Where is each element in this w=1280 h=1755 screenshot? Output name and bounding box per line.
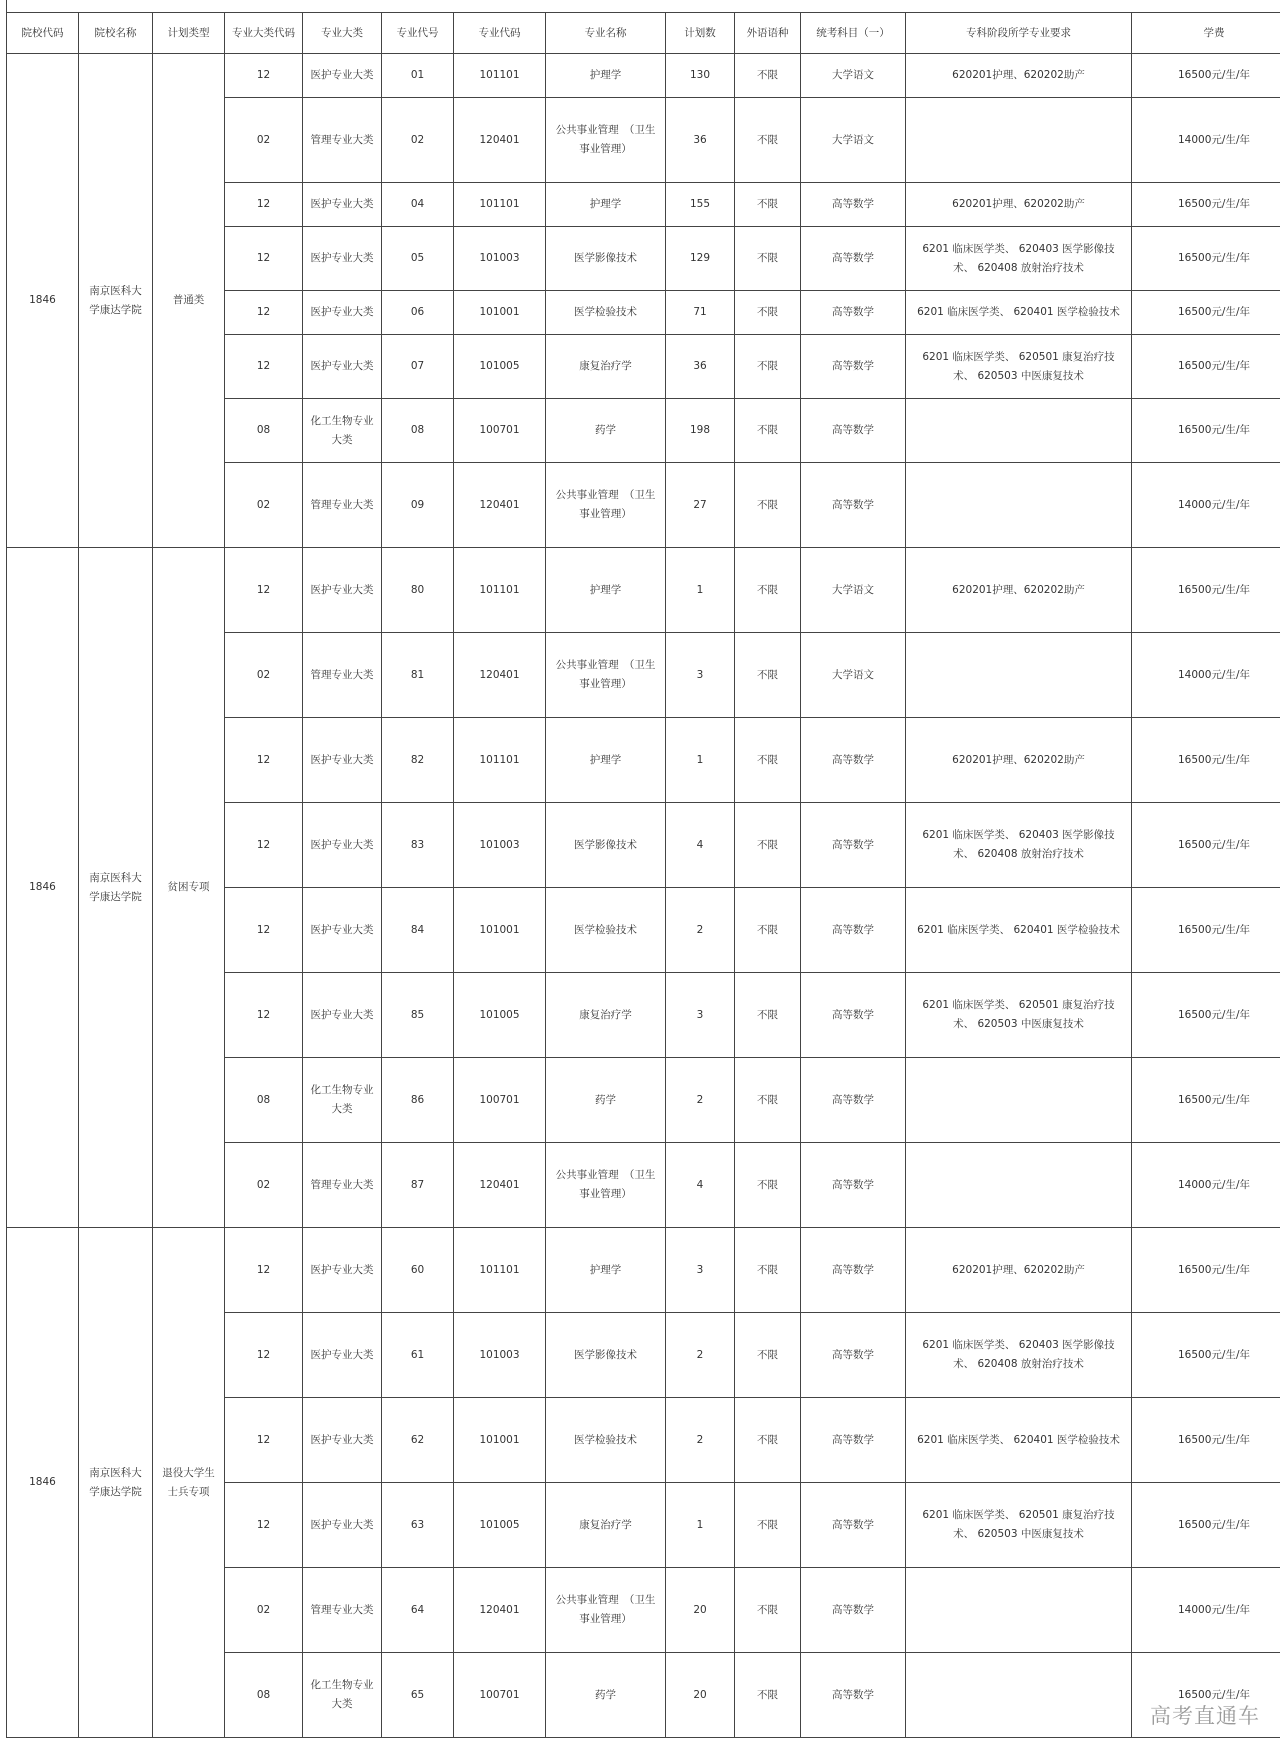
row-category-code: 08 (225, 399, 303, 463)
row-prereq-major: 6201 临床医学类、 620501 康复治疗技术、 620503 中医康复技术 (906, 335, 1132, 399)
top-edge-fragment (6, 0, 97, 12)
row-major-name: 公共事业管理 （卫生事业管理） (546, 98, 666, 183)
row-tuition: 16500元/生/年 (1132, 888, 1280, 973)
enrollment-plan-sheet (6, 12, 1276, 1738)
row-major-number: 09 (382, 463, 454, 548)
row-category-code: 12 (225, 548, 303, 633)
row-major-number: 87 (382, 1143, 454, 1228)
row-plan-count: 36 (666, 98, 735, 183)
row-exam-subject: 大学语文 (801, 548, 906, 633)
row-major-code: 100701 (454, 399, 546, 463)
row-category: 医护专业大类 (303, 973, 382, 1058)
row-category: 管理专业大类 (303, 1143, 382, 1228)
row-category: 医护专业大类 (303, 1228, 382, 1313)
row-category-code: 02 (225, 633, 303, 718)
row-major-code: 100701 (454, 1058, 546, 1143)
row-prereq-major: 6201 临床医学类、 620403 医学影像技术、 620408 放射治疗技术 (906, 227, 1132, 291)
row-major-code: 101101 (454, 54, 546, 98)
row-prereq-major (906, 1143, 1132, 1228)
row-category: 医护专业大类 (303, 54, 382, 98)
row-major-code: 101101 (454, 548, 546, 633)
row-plan-count: 2 (666, 1313, 735, 1398)
row-category-code: 12 (225, 335, 303, 399)
row-category: 医护专业大类 (303, 888, 382, 973)
row-major-number: 61 (382, 1313, 454, 1398)
row-tuition: 16500元/生/年 (1132, 399, 1280, 463)
row-tuition: 16500元/生/年 (1132, 718, 1280, 803)
row-prereq-major: 620201护理、620202助产 (906, 718, 1132, 803)
row-prereq-major: 620201护理、620202助产 (906, 183, 1132, 227)
row-major-number: 86 (382, 1058, 454, 1143)
row-major-name: 公共事业管理 （卫生事业管理） (546, 1568, 666, 1653)
header-prereq-major: 专科阶段所学专业要求 (906, 13, 1132, 54)
row-category-code: 12 (225, 803, 303, 888)
row-major-name: 医学检验技术 (546, 888, 666, 973)
row-major-code: 120401 (454, 633, 546, 718)
row-major-code: 101001 (454, 291, 546, 335)
row-category: 化工生物专业大类 (303, 399, 382, 463)
row-major-code: 101005 (454, 973, 546, 1058)
row-category: 管理专业大类 (303, 463, 382, 548)
row-major-number: 65 (382, 1653, 454, 1738)
row-major-code: 100701 (454, 1653, 546, 1738)
row-category-code: 08 (225, 1653, 303, 1738)
row-major-name: 医学影像技术 (546, 803, 666, 888)
row-prereq-major (906, 1653, 1132, 1738)
row-category: 医护专业大类 (303, 548, 382, 633)
row-plan-count: 3 (666, 633, 735, 718)
row-category: 化工生物专业大类 (303, 1653, 382, 1738)
row-category: 医护专业大类 (303, 227, 382, 291)
row-prereq-major: 6201 临床医学类、 620401 医学检验技术 (906, 291, 1132, 335)
row-exam-subject: 高等数学 (801, 803, 906, 888)
row-language: 不限 (735, 227, 801, 291)
row-exam-subject: 高等数学 (801, 183, 906, 227)
row-tuition: 16500元/生/年 (1132, 183, 1280, 227)
row-category-code: 12 (225, 183, 303, 227)
table-row (7, 1228, 1280, 1313)
row-category: 医护专业大类 (303, 183, 382, 227)
table-row (7, 54, 1280, 98)
row-exam-subject: 高等数学 (801, 1058, 906, 1143)
row-plan-count: 1 (666, 718, 735, 803)
row-prereq-major: 6201 临床医学类、 620501 康复治疗技术、 620503 中医康复技术 (906, 1483, 1132, 1568)
row-category: 医护专业大类 (303, 718, 382, 803)
group-school-name: 南京医科大学康达学院 (79, 1228, 153, 1738)
row-plan-count: 20 (666, 1653, 735, 1738)
row-tuition: 14000元/生/年 (1132, 98, 1280, 183)
row-category: 医护专业大类 (303, 1398, 382, 1483)
row-language: 不限 (735, 1313, 801, 1398)
row-major-code: 120401 (454, 463, 546, 548)
row-prereq-major (906, 98, 1132, 183)
row-plan-count: 20 (666, 1568, 735, 1653)
row-tuition: 14000元/生/年 (1132, 1568, 1280, 1653)
group-school-name: 南京医科大学康达学院 (79, 54, 153, 548)
row-major-name: 康复治疗学 (546, 335, 666, 399)
row-language: 不限 (735, 335, 801, 399)
row-plan-count: 36 (666, 335, 735, 399)
header-major-name: 专业名称 (546, 13, 666, 54)
row-exam-subject: 高等数学 (801, 399, 906, 463)
group-school-code: 1846 (7, 54, 79, 548)
header-plan-type: 计划类型 (153, 13, 225, 54)
row-major-code: 101005 (454, 1483, 546, 1568)
row-language: 不限 (735, 973, 801, 1058)
row-prereq-major (906, 1568, 1132, 1653)
row-prereq-major: 620201护理、620202助产 (906, 548, 1132, 633)
row-exam-subject: 高等数学 (801, 1568, 906, 1653)
group-school-code: 1846 (7, 1228, 79, 1738)
row-major-name: 药学 (546, 1058, 666, 1143)
header-exam-subject: 统考科目（一） (801, 13, 906, 54)
row-major-code: 101003 (454, 1313, 546, 1398)
row-category-code: 02 (225, 1143, 303, 1228)
row-category-code: 12 (225, 1228, 303, 1313)
row-major-name: 护理学 (546, 718, 666, 803)
row-plan-count: 1 (666, 1483, 735, 1568)
row-major-name: 公共事业管理 （卫生事业管理） (546, 633, 666, 718)
row-major-name: 医学检验技术 (546, 1398, 666, 1483)
row-major-code: 120401 (454, 1568, 546, 1653)
row-category-code: 12 (225, 1313, 303, 1398)
header-major-code: 专业代码 (454, 13, 546, 54)
row-category: 医护专业大类 (303, 335, 382, 399)
row-major-number: 62 (382, 1398, 454, 1483)
row-plan-count: 130 (666, 54, 735, 98)
row-major-code: 120401 (454, 1143, 546, 1228)
row-exam-subject: 高等数学 (801, 718, 906, 803)
row-major-number: 63 (382, 1483, 454, 1568)
row-category-code: 12 (225, 1483, 303, 1568)
row-category-code: 02 (225, 463, 303, 548)
row-category: 医护专业大类 (303, 1313, 382, 1398)
row-major-number: 02 (382, 98, 454, 183)
group-school-name: 南京医科大学康达学院 (79, 548, 153, 1228)
row-category: 医护专业大类 (303, 291, 382, 335)
table-header-row (7, 13, 1280, 54)
row-prereq-major (906, 633, 1132, 718)
row-major-name: 医学检验技术 (546, 291, 666, 335)
row-major-code: 101101 (454, 183, 546, 227)
row-language: 不限 (735, 1483, 801, 1568)
row-exam-subject: 高等数学 (801, 1483, 906, 1568)
header-school-name: 院校名称 (79, 13, 153, 54)
row-language: 不限 (735, 1228, 801, 1313)
table-row (7, 548, 1280, 633)
header-language: 外语语种 (735, 13, 801, 54)
row-exam-subject: 高等数学 (801, 227, 906, 291)
row-major-name: 公共事业管理 （卫生事业管理） (546, 1143, 666, 1228)
row-major-number: 01 (382, 54, 454, 98)
row-plan-count: 3 (666, 973, 735, 1058)
row-tuition: 16500元/生/年 (1132, 1398, 1280, 1483)
row-prereq-major (906, 1058, 1132, 1143)
row-language: 不限 (735, 183, 801, 227)
row-tuition: 16500元/生/年 (1132, 1313, 1280, 1398)
row-major-name: 药学 (546, 1653, 666, 1738)
row-category-code: 12 (225, 1398, 303, 1483)
row-language: 不限 (735, 1143, 801, 1228)
row-major-number: 83 (382, 803, 454, 888)
row-language: 不限 (735, 718, 801, 803)
row-exam-subject: 高等数学 (801, 973, 906, 1058)
row-exam-subject: 高等数学 (801, 888, 906, 973)
row-language: 不限 (735, 803, 801, 888)
row-category-code: 12 (225, 973, 303, 1058)
row-major-number: 05 (382, 227, 454, 291)
row-exam-subject: 高等数学 (801, 291, 906, 335)
row-plan-count: 2 (666, 888, 735, 973)
row-category: 化工生物专业大类 (303, 1058, 382, 1143)
row-major-name: 护理学 (546, 183, 666, 227)
row-plan-count: 27 (666, 463, 735, 548)
row-major-number: 82 (382, 718, 454, 803)
row-exam-subject: 高等数学 (801, 1143, 906, 1228)
watermark-text: 高考直通车 (1150, 1704, 1260, 1728)
row-major-name: 康复治疗学 (546, 973, 666, 1058)
enrollment-plan-table (6, 12, 1280, 1738)
row-tuition: 16500元/生/年 (1132, 291, 1280, 335)
row-category-code: 12 (225, 718, 303, 803)
row-language: 不限 (735, 54, 801, 98)
row-plan-count: 1 (666, 548, 735, 633)
row-exam-subject: 高等数学 (801, 1228, 906, 1313)
row-tuition: 16500元/生/年 (1132, 335, 1280, 399)
row-category: 管理专业大类 (303, 1568, 382, 1653)
row-tuition: 16500元/生/年 (1132, 1653, 1280, 1738)
row-plan-count: 3 (666, 1228, 735, 1313)
row-language: 不限 (735, 888, 801, 973)
row-language: 不限 (735, 1058, 801, 1143)
row-major-name: 护理学 (546, 54, 666, 98)
row-prereq-major (906, 463, 1132, 548)
row-major-code: 101101 (454, 718, 546, 803)
row-major-number: 80 (382, 548, 454, 633)
row-category: 管理专业大类 (303, 633, 382, 718)
row-language: 不限 (735, 1653, 801, 1738)
row-tuition: 16500元/生/年 (1132, 973, 1280, 1058)
row-tuition: 16500元/生/年 (1132, 1058, 1280, 1143)
row-language: 不限 (735, 1398, 801, 1483)
row-language: 不限 (735, 98, 801, 183)
row-major-code: 101101 (454, 1228, 546, 1313)
row-category-code: 12 (225, 888, 303, 973)
row-major-code: 101003 (454, 803, 546, 888)
row-tuition: 16500元/生/年 (1132, 54, 1280, 98)
row-major-code: 101001 (454, 1398, 546, 1483)
row-exam-subject: 大学语文 (801, 633, 906, 718)
row-plan-count: 2 (666, 1058, 735, 1143)
row-tuition: 14000元/生/年 (1132, 463, 1280, 548)
row-prereq-major: 6201 临床医学类、 620401 医学检验技术 (906, 1398, 1132, 1483)
row-plan-count: 4 (666, 1143, 735, 1228)
row-prereq-major: 620201护理、620202助产 (906, 54, 1132, 98)
group-school-code: 1846 (7, 548, 79, 1228)
header-category: 专业大类 (303, 13, 382, 54)
row-exam-subject: 高等数学 (801, 1398, 906, 1483)
row-language: 不限 (735, 291, 801, 335)
row-language: 不限 (735, 1568, 801, 1653)
row-exam-subject: 高等数学 (801, 463, 906, 548)
row-exam-subject: 高等数学 (801, 1313, 906, 1398)
row-tuition: 16500元/生/年 (1132, 803, 1280, 888)
row-prereq-major: 6201 临床医学类、 620403 医学影像技术、 620408 放射治疗技术 (906, 1313, 1132, 1398)
row-prereq-major (906, 399, 1132, 463)
row-plan-count: 4 (666, 803, 735, 888)
row-plan-count: 129 (666, 227, 735, 291)
row-exam-subject: 高等数学 (801, 1653, 906, 1738)
row-major-number: 60 (382, 1228, 454, 1313)
row-plan-count: 198 (666, 399, 735, 463)
header-school-code: 院校代码 (7, 13, 79, 54)
row-category-code: 08 (225, 1058, 303, 1143)
row-prereq-major: 620201护理、620202助产 (906, 1228, 1132, 1313)
row-major-code: 101001 (454, 888, 546, 973)
row-prereq-major: 6201 临床医学类、 620401 医学检验技术 (906, 888, 1132, 973)
header-category-code: 专业大类代码 (225, 13, 303, 54)
row-major-name: 护理学 (546, 548, 666, 633)
row-major-code: 101003 (454, 227, 546, 291)
row-major-number: 04 (382, 183, 454, 227)
row-major-number: 85 (382, 973, 454, 1058)
row-major-number: 08 (382, 399, 454, 463)
header-plan-count: 计划数 (666, 13, 735, 54)
row-language: 不限 (735, 463, 801, 548)
row-exam-subject: 大学语文 (801, 54, 906, 98)
row-tuition: 16500元/生/年 (1132, 548, 1280, 633)
group-plan-type: 退役大学生士兵专项 (153, 1228, 225, 1738)
row-category-code: 12 (225, 227, 303, 291)
row-major-name: 公共事业管理 （卫生事业管理） (546, 463, 666, 548)
row-major-number: 07 (382, 335, 454, 399)
row-category: 医护专业大类 (303, 803, 382, 888)
row-major-name: 医学影像技术 (546, 1313, 666, 1398)
row-prereq-major: 6201 临床医学类、 620403 医学影像技术、 620408 放射治疗技术 (906, 803, 1132, 888)
row-tuition: 16500元/生/年 (1132, 1228, 1280, 1313)
row-plan-count: 155 (666, 183, 735, 227)
row-plan-count: 2 (666, 1398, 735, 1483)
row-category-code: 12 (225, 54, 303, 98)
row-exam-subject: 大学语文 (801, 98, 906, 183)
row-category: 医护专业大类 (303, 1483, 382, 1568)
group-plan-type: 贫困专项 (153, 548, 225, 1228)
row-prereq-major: 6201 临床医学类、 620501 康复治疗技术、 620503 中医康复技术 (906, 973, 1132, 1058)
row-tuition: 16500元/生/年 (1132, 227, 1280, 291)
row-tuition: 14000元/生/年 (1132, 633, 1280, 718)
row-tuition: 16500元/生/年 (1132, 1483, 1280, 1568)
row-major-number: 06 (382, 291, 454, 335)
row-major-name: 康复治疗学 (546, 1483, 666, 1568)
row-major-number: 64 (382, 1568, 454, 1653)
row-major-name: 药学 (546, 399, 666, 463)
header-tuition: 学费 (1132, 13, 1280, 54)
row-category-code: 02 (225, 98, 303, 183)
header-major-number: 专业代号 (382, 13, 454, 54)
row-category-code: 02 (225, 1568, 303, 1653)
row-plan-count: 71 (666, 291, 735, 335)
row-language: 不限 (735, 399, 801, 463)
row-exam-subject: 高等数学 (801, 335, 906, 399)
row-major-code: 120401 (454, 98, 546, 183)
group-plan-type: 普通类 (153, 54, 225, 548)
row-major-name: 护理学 (546, 1228, 666, 1313)
row-category-code: 12 (225, 291, 303, 335)
row-major-code: 101005 (454, 335, 546, 399)
row-major-number: 84 (382, 888, 454, 973)
row-major-name: 医学影像技术 (546, 227, 666, 291)
row-language: 不限 (735, 633, 801, 718)
row-category: 管理专业大类 (303, 98, 382, 183)
row-major-number: 81 (382, 633, 454, 718)
row-tuition: 14000元/生/年 (1132, 1143, 1280, 1228)
table-body (7, 54, 1280, 1738)
row-language: 不限 (735, 548, 801, 633)
